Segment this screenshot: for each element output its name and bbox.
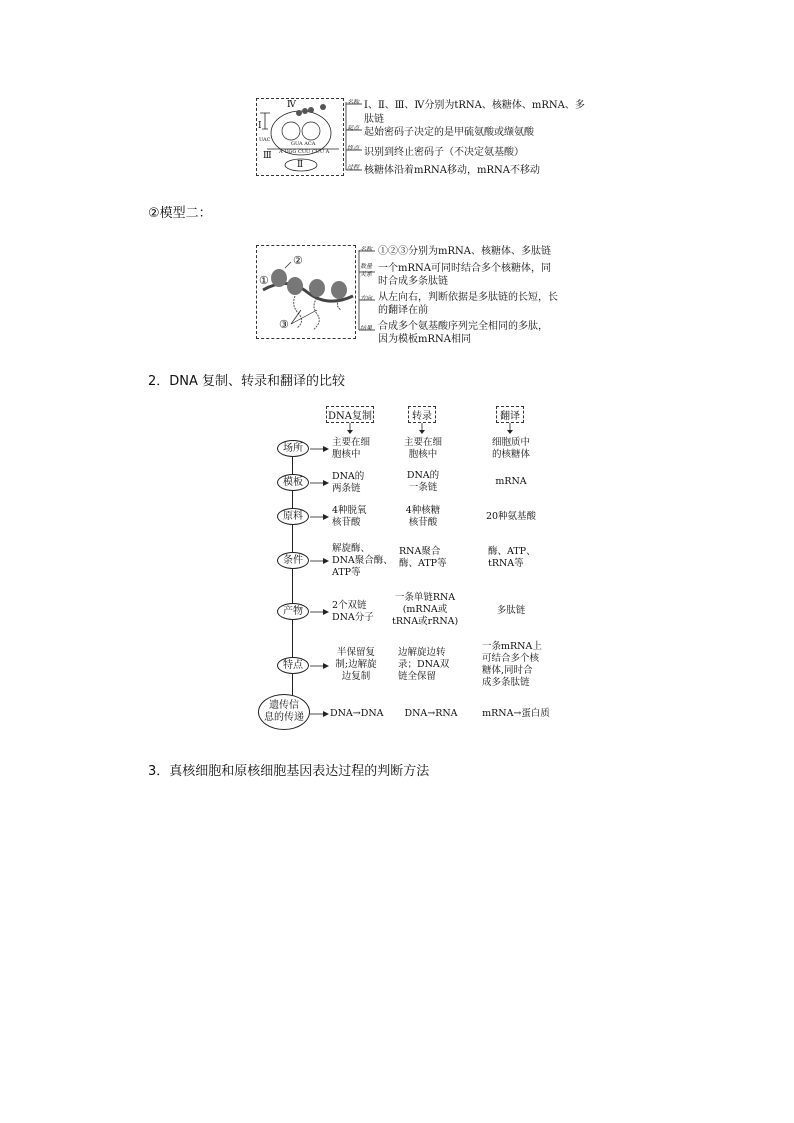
model1-line-4: 识别到终止密码子（不决定氨基酸） [364,147,524,158]
condition-translation: 酶、ATP、 tRNA等 [488,546,536,569]
row-label-condition: 条件 [277,552,309,569]
label-roman-i: Ⅰ [258,121,262,131]
label-roman-iv: Ⅳ [287,100,296,110]
polyribosome-illustration [257,246,355,338]
feature-transcription: 边解旋边转 录；DNA双 链全保留 [398,647,450,682]
anticodon-label: UAC [259,137,271,143]
model1-tag-start: 起点 [347,125,360,132]
section3-heading: 3．真核细胞和原核细胞基因表达过程的判断方法 [148,764,430,779]
model1-figure-box [256,98,344,176]
model2-line-5: 的翻译在前 [378,305,428,316]
product-translation: 多肽链 [496,605,526,616]
condition-transcription: RNA聚合 酶、ATP等 [399,546,447,569]
model1-tag-end: 终点 [347,145,360,152]
label-circled-3: ③ [279,318,289,331]
model1-line-5: 核糖体沿着mRNA移动，mRNA不移动 [364,165,540,176]
col-header-replication: DNA复制 [326,406,374,423]
arrow-right-icon [310,709,330,719]
template-translation: mRNA [495,476,527,487]
material-transcription: 4种核糖 核苷酸 [405,505,441,528]
row-label-template: 模板 [277,474,309,491]
model1-tag-name: 名称 [347,99,360,106]
model2-tag-direction: 方向 [360,295,373,302]
model1-tag-process: 过程 [347,164,360,171]
model2-line-6: 合成多个氨基酸序列完全相同的多肽， [378,321,548,332]
flow-transcription: DNA→RNA [404,708,458,719]
arrow-right-icon [310,607,330,617]
arrow-right-icon [310,661,330,671]
arrow-right-icon [310,478,330,488]
feature-translation: 一条mRNA上 可结合多个核 糖体,同时合 成多条肽链 [482,641,542,688]
arrow-right-icon [310,444,330,454]
material-translation: 20种氨基酸 [485,511,537,522]
codon-label: GUA ACA [291,141,316,147]
arrow-right-icon [310,556,330,566]
arrow-right-icon [310,512,330,522]
model2-tag-quantity: 数量关系 [360,263,373,278]
section2-heading: 2．DNA 复制、转录和翻译的比较 [148,374,346,389]
arrow-down-icon [505,423,515,435]
model1-line-3: 起始密码子决定的是甲硫氨酸或缬氨酸 [364,127,534,138]
label-roman-ii: Ⅱ [297,160,304,170]
col-header-transcription: 转录 [408,406,436,423]
location-translation: 细胞质中 的核糖体 [491,437,530,460]
row-label-location: 场所 [277,440,309,457]
model2-line-3: 时合成多条肽链 [378,276,448,287]
model1-line-1: Ⅰ、Ⅱ、Ⅲ、Ⅳ分别为tRNA、核糖体、mRNA、多 [364,100,585,111]
location-replication: 主要在细 胞核中 [332,437,371,460]
col-header-translation: 翻译 [496,406,524,423]
label-roman-iii: Ⅲ [263,151,272,161]
condition-replication: 解旋酶、 DNA聚合酶、 ATP等 [332,543,393,578]
model2-line-1: ①②③分别为mRNA、核糖体、多肽链 [378,246,551,257]
material-replication: 4种脱氧 核苷酸 [332,505,367,528]
model2-line-4: 从左向右，判断依据是多肽链的长短，长 [378,292,558,303]
model2-line-2: 一个mRNA可同时结合多个核糖体，同 [378,263,551,274]
flow-replication: DNA→DNA [330,708,384,719]
template-replication: DNA的 两条链 [332,471,365,494]
location-transcription: 主要在细 胞核中 [403,437,442,460]
model2-tag-result: 结果 [360,325,373,332]
row-label-raw-material: 原料 [277,508,309,525]
template-transcription: DNA的 一条链 [406,470,440,493]
mrna-sequence: A UGG CUU CUU A [279,149,330,155]
model2-heading: ②模型二： [148,206,212,221]
flow-translation: mRNA→蛋白质 [482,708,550,719]
model2-figure-box [256,245,356,339]
model2-tag-name: 名称 [360,246,373,253]
arrow-down-icon [345,423,355,435]
product-replication: 2个双链 DNA分子 [332,600,374,623]
product-transcription: 一条单链RNA (mRNA或 tRNA或rRNA) [392,592,459,627]
label-circled-2: ② [293,254,303,267]
row-label-info-transfer: 遗传信 息的传递 [258,694,310,730]
model1-line-2: 肽链 [364,114,384,125]
model2-line-7: 因为模板mRNA相同 [378,334,471,345]
label-circled-1: ① [259,274,269,287]
row-label-feature: 特点 [277,657,309,674]
arrow-down-icon [417,423,427,435]
row-label-product: 产物 [277,603,309,620]
feature-replication: 半保留复 制;边解旋 边复制 [335,647,377,682]
